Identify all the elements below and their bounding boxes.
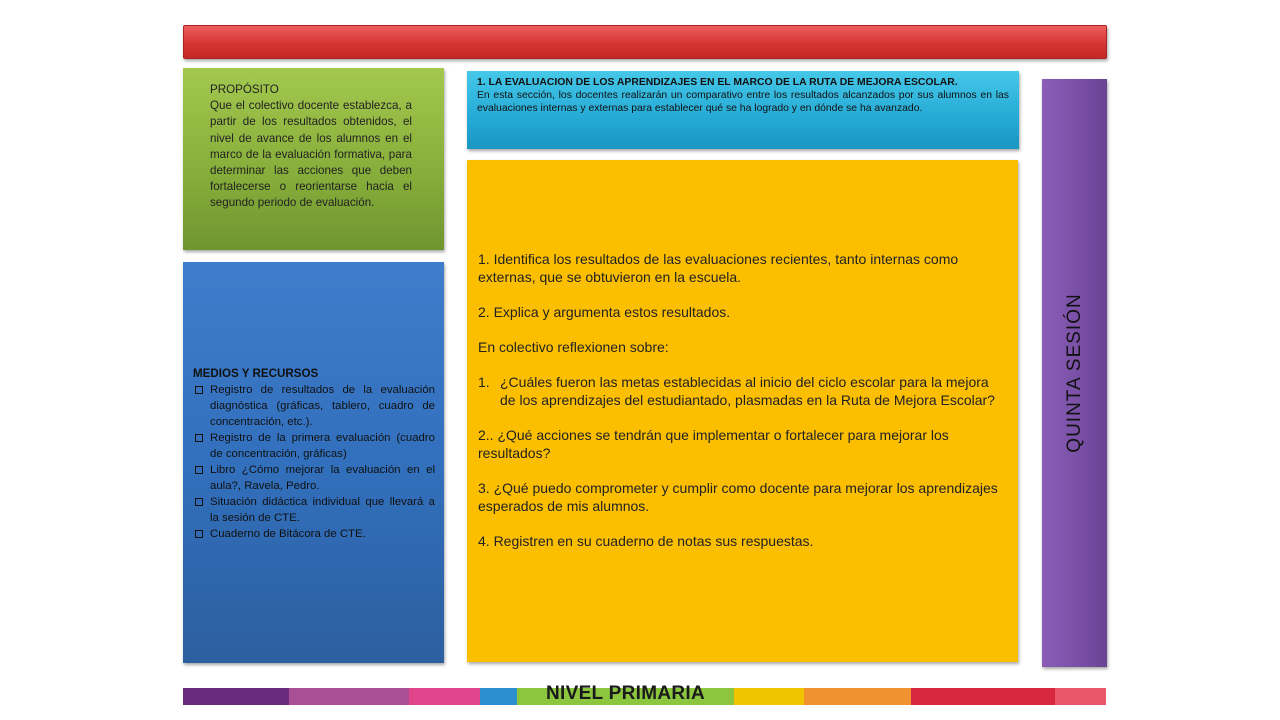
question-3: 3. ¿Qué puedo comprometer y cumplir como docente para mejorar los aprendizajes esperados de mis alumnos. (478, 480, 998, 514)
stripe-segment (409, 688, 480, 705)
question-1-number: 1. (478, 374, 490, 390)
checkbox-bullet-icon (195, 466, 203, 474)
media-title: MEDIOS Y RECURSOS (193, 367, 319, 380)
session-label: QUINTA SESIÓN (1063, 293, 1085, 453)
question-4: 4. Registren en su cuaderno de notas sus respuestas. (478, 533, 814, 549)
checkbox-bullet-icon (195, 530, 203, 538)
checkbox-bullet-icon (195, 498, 203, 506)
list-item: Libro ¿Cómo mejorar la evaluación en el aula?, Ravela, Pedro. (193, 462, 435, 494)
activities-box (467, 160, 1018, 662)
reflection-intro: En colectivo reflexionen sobre: (478, 339, 669, 355)
session-label-box (1042, 79, 1107, 667)
checkbox-bullet-icon (195, 386, 203, 394)
list-item: Situación didáctica individual que llevará a la sesión de CTE. (193, 494, 435, 526)
media-list (193, 382, 435, 542)
list-item: Registro de la primera evaluación (cuadro de concentración, gráficas) (193, 430, 435, 462)
stripe-segment (734, 688, 804, 705)
stripe-segment (480, 688, 517, 705)
section-description: En esta sección, los docentes realizarán un comparativo entre los resultados alcanzados por sus alumnos en las evaluaciones internas y externas para establecer qué se ha logrado y en dónde se ha avanzado. (477, 90, 1009, 114)
section-title: 1. LA EVALUACION DE LOS APRENDIZAJES EN EL MARCO DE LA RUTA DE MEJORA ESCOLAR. (477, 77, 958, 88)
stripe-segment (911, 688, 1055, 705)
question-1-text: ¿Cuáles fueron las metas establecidas al inicio del ciclo escolar para la mejora de los aprendizajes del estudiantado, plasmadas en la Ruta de Mejora Escolar? (500, 374, 995, 408)
list-item: Cuaderno de Bitácora de CTE. (193, 526, 435, 542)
purpose-title: PROPÓSITO (210, 83, 279, 96)
stripe-segment (1055, 688, 1106, 705)
purpose-box (183, 68, 444, 250)
stripe-segment (289, 688, 409, 705)
level-label: NIVEL PRIMARIA (546, 683, 706, 704)
activity-2: 2. Explica y argumenta estos resultados. (478, 304, 731, 320)
checkbox-bullet-icon (195, 434, 203, 442)
section-header-box (467, 71, 1019, 149)
activity-1: 1. Identifica los resultados de las evaluaciones recientes, tanto internas como externas, que se obtuvieron en la escuela. (478, 251, 959, 285)
media-resources-box (183, 262, 444, 663)
list-item: Registro de resultados de la evaluación diagnóstica (gráficas, tablero, cuadro de concentración, etc.). (193, 382, 435, 430)
header-bar (183, 25, 1107, 59)
question-1 (478, 373, 1008, 409)
question-2: 2.. ¿Qué acciones se tendrán que implementar o fortalecer para mejorar los resultados? (478, 427, 949, 461)
stripe-segment (804, 688, 911, 705)
purpose-text: Que el colectivo docente establezca, a partir de los resultados obtenidos, el nivel de avance de los alumnos en el marco de la evaluación formativa, para determinar las acciones que deben fortalecerse o reorientarse hacia el segundo periodo de evaluación. (210, 99, 412, 210)
stripe-segment (183, 688, 289, 705)
